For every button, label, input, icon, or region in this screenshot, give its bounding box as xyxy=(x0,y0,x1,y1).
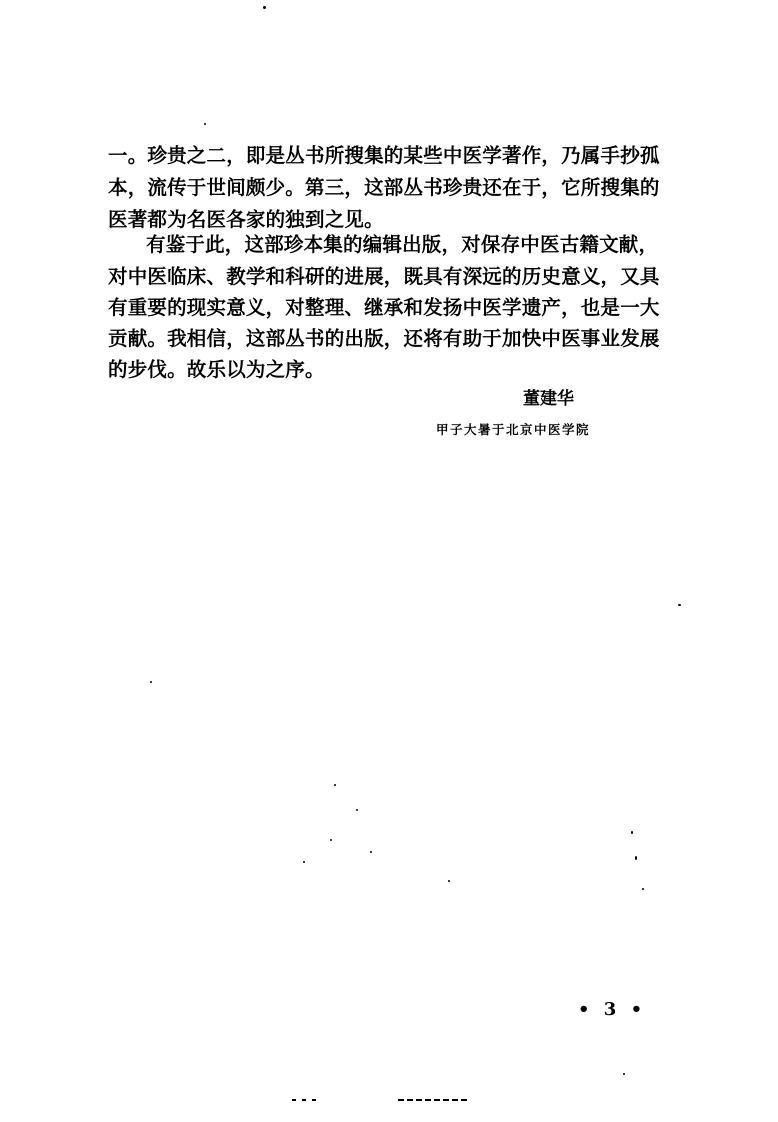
scan-speck xyxy=(150,681,152,683)
scan-speck xyxy=(356,809,358,811)
scan-speck xyxy=(448,880,450,882)
body-line-6: 有重要的现实意义，对整理、继承和发扬中医学遗产，也是一大 xyxy=(108,296,660,319)
scan-speck xyxy=(631,831,633,834)
scan-speck xyxy=(263,6,266,9)
page-number: • 3 • xyxy=(578,999,647,1020)
scan-speck xyxy=(623,1073,625,1075)
signature-date-place: 甲子大暑于北京中医学院 xyxy=(436,422,591,437)
scan-edge-mark xyxy=(398,1099,470,1101)
body-line-7: 贡献。我相信，这部丛书的出版，还将有助于加快中医事业发展 xyxy=(108,327,660,350)
scan-speck xyxy=(334,784,336,786)
scan-speck xyxy=(370,851,372,853)
scan-speck xyxy=(678,604,681,606)
scan-speck xyxy=(303,861,305,863)
body-line-8: 的步伐。故乐以为之序。 xyxy=(108,358,325,381)
scan-speck xyxy=(635,856,637,860)
scan-speck xyxy=(642,888,644,890)
body-line-2: 本，流传于世间颇少。第三，这部丛书珍贵还在于，它所搜集的 xyxy=(108,176,660,199)
scan-speck xyxy=(204,123,206,125)
body-line-3: 医著都为名医各家的独到之见。 xyxy=(108,208,384,231)
body-line-4: 有鉴于此，这部珍本集的编辑出版，对保存中医古籍文献， xyxy=(146,233,659,256)
signature-author: 董建华 xyxy=(523,389,574,409)
scan-speck xyxy=(330,839,332,841)
body-line-1: 一。珍贵之二，即是丛书所搜集的某些中医学著作，乃属手抄孤 xyxy=(108,144,660,167)
scan-edge-mark xyxy=(292,1099,322,1101)
body-line-5: 对中医临床、教学和科研的进展，既具有深远的历史意义，又具 xyxy=(108,265,660,288)
